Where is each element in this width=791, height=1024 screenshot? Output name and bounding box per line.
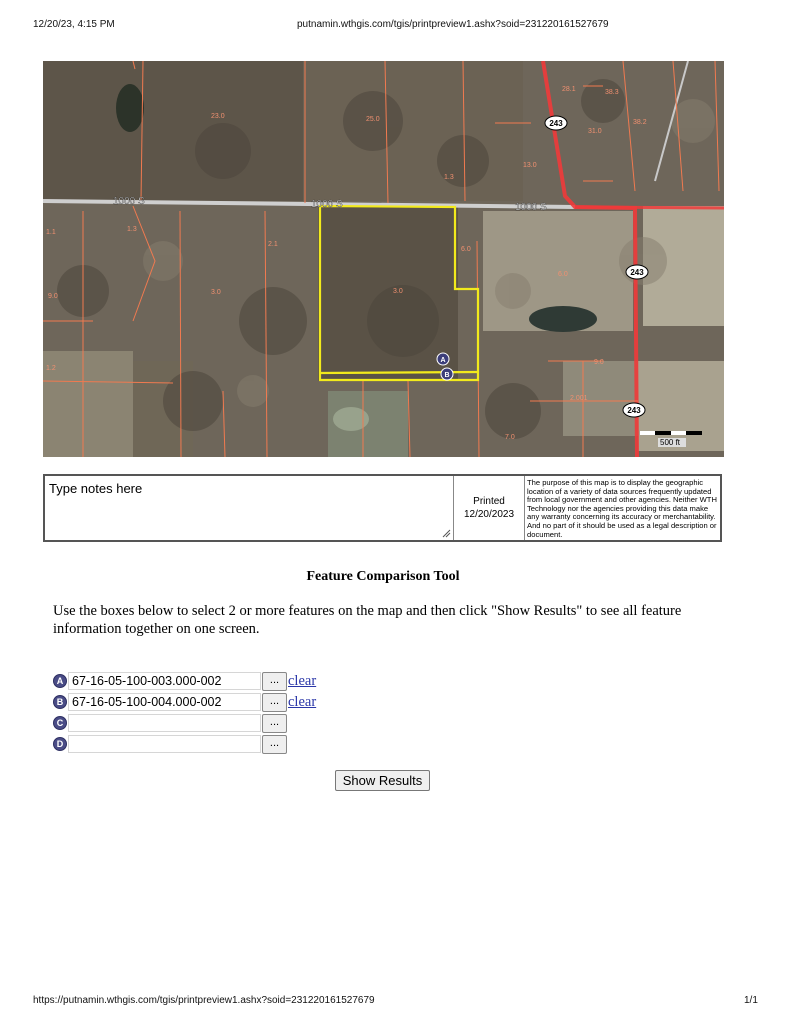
parcel-label: 9.0 — [48, 293, 58, 300]
browse-button-c[interactable]: ... — [262, 714, 287, 733]
disclaimer-text: The purpose of this map is to display the geographic location of a variety of data sources frequently updated from local government and other agencies. Neither WTH Technology nor the agencies providing this data make any warranty concerning its accuracy or merchantability. And no part of it should be used as a legal description or document. — [527, 478, 717, 539]
parcel-label: 1.2 — [46, 365, 56, 372]
parcel-label: 25.0 — [366, 116, 380, 123]
road-label: 1000 S — [311, 199, 343, 210]
browse-button-a[interactable]: ... — [262, 672, 287, 691]
parcel-label: 28.1 — [562, 86, 576, 93]
map-image[interactable] — [43, 61, 724, 457]
browse-button-d[interactable]: ... — [262, 735, 287, 754]
road-label: 1000 S — [515, 202, 547, 213]
feature-row-a — [53, 671, 316, 691]
notes-textarea[interactable] — [45, 476, 454, 540]
parcel-label: 1.3 — [444, 174, 454, 181]
feature-input-c[interactable] — [68, 714, 261, 732]
parcel-label: 23.0 — [211, 113, 225, 120]
clear-link-b[interactable]: clear — [288, 693, 317, 710]
notes-placeholder: Type notes here — [49, 481, 143, 496]
parcel-label: 2.001 — [570, 395, 588, 402]
printed-cell — [454, 476, 525, 540]
svg-text:243: 243 — [630, 268, 644, 277]
feature-input-d[interactable] — [68, 735, 261, 753]
parcel-label: 38.2 — [633, 119, 647, 126]
feature-row-d — [53, 734, 287, 754]
feature-badge-d: D — [53, 737, 67, 751]
show-results-button[interactable]: Show Results — [335, 770, 430, 791]
print-header-url: putnamin.wthgis.com/tgis/printpreview1.ashx?soid=231220161527679 — [297, 19, 609, 30]
parcel-label: 7.0 — [505, 434, 515, 441]
feature-badge-a: A — [53, 674, 67, 688]
browse-button-b[interactable]: ... — [262, 693, 287, 712]
svg-text:B: B — [444, 372, 450, 379]
aerial-map — [43, 61, 724, 457]
parcel-label: 1.1 — [46, 229, 56, 236]
scale-label: 500 ft — [660, 438, 681, 447]
feature-row-b — [53, 692, 316, 712]
feature-row-c — [53, 713, 287, 733]
feature-badge-b: B — [53, 695, 67, 709]
feature-marker-b[interactable] — [441, 368, 453, 380]
clear-link-a[interactable]: clear — [288, 672, 317, 689]
parcel-label: 2.1 — [268, 241, 278, 248]
parcel-label: 9.0 — [594, 359, 604, 366]
resize-grip-icon[interactable] — [442, 529, 451, 538]
svg-text:A: A — [440, 357, 446, 364]
printed-date: 12/20/2023 — [463, 509, 515, 520]
print-footer-url: https://putnamin.wthgis.com/tgis/printpreview1.ashx?soid=231220161527679 — [33, 995, 375, 1006]
feature-input-a[interactable]: 67-16-05-100-003.000-002 — [68, 672, 261, 690]
route-shield — [623, 403, 645, 417]
parcel-label: 3.0 — [393, 288, 403, 295]
parcel-label: 38.3 — [605, 89, 619, 96]
route-shield — [545, 116, 567, 130]
print-footer-page: 1/1 — [744, 995, 758, 1006]
tool-instructions: Use the boxes below to select 2 or more features on the map and then click "Show Results" to see all feature information together on one screen. — [53, 603, 682, 637]
notes-table — [43, 474, 722, 542]
feature-badge-c: C — [53, 716, 67, 730]
svg-text:243: 243 — [549, 119, 563, 128]
print-header-datetime: 12/20/23, 4:15 PM — [33, 19, 115, 30]
route-shield — [626, 265, 648, 279]
parcel-label: 1.3 — [127, 226, 137, 233]
parcel-label: 31.0 — [588, 128, 602, 135]
parcel-label: 13.0 — [523, 162, 537, 169]
feature-input-b[interactable]: 67-16-05-100-004.000-002 — [68, 693, 261, 711]
svg-text:243: 243 — [627, 406, 641, 415]
printed-label: Printed — [473, 496, 505, 507]
parcel-label: 3.0 — [211, 289, 221, 296]
parcel-label: 6.0 — [461, 246, 471, 253]
feature-marker-a[interactable] — [437, 353, 449, 365]
parcel-label: 6.0 — [558, 271, 568, 278]
road-label: 1000 S — [113, 196, 145, 207]
tool-title: Feature Comparison Tool — [306, 569, 460, 584]
